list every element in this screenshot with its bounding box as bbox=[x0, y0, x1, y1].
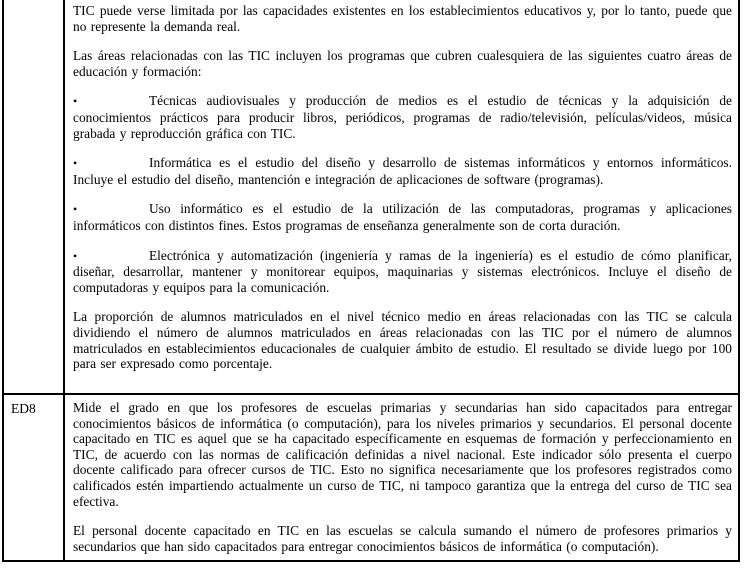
table-row-ed8 bbox=[4, 393, 738, 560]
paragraph-ed8-calculo: El personal docente capacitado en TIC en las escuelas se calcula sumando el número de profesores primarios y secundarios que han sido capacitados para entregar conocimientos básicos de informática (o computación). bbox=[73, 523, 732, 554]
bullet-text: Informática es el estudio del diseño y desarrollo de sistemas informáticos y entornos informáticos. Incluye el estudio del diseño, mantención e integración de aplicaciones de software (programas). bbox=[73, 155, 732, 187]
indicator-code-cell-empty bbox=[4, 0, 65, 393]
bullet-item-electronica-automatizacion bbox=[73, 248, 732, 296]
indicator-description-cell bbox=[65, 395, 738, 560]
bullet-icon: • bbox=[73, 94, 78, 109]
bullet-text: Electrónica y automatización (ingeniería y ramas de la ingeniería) es el estudio de cómo planificar, diseñar, desarrollar, mantener y monitorear equipos, maquinarias y sistemas electrónicos. Incluye el diseño de computadoras y equipos para la comunicación. bbox=[73, 247, 732, 295]
bullet-item-tecnicas-audiovisuales bbox=[73, 93, 732, 141]
indicator-description-cell bbox=[65, 0, 738, 393]
paragraph-calculo-proporcion: La proporción de alumnos matriculados en el nivel técnico medio en áreas relacionadas con las TIC se calcula dividiendo el número de alumnos matriculados en áreas relacionadas con las TIC por el número de alumnos matriculados en establecimientos educacionales de cualquier ámbito de estudio. El resultado se divide luego por 100 para ser expresado como porcentaje. bbox=[73, 309, 732, 372]
bullet-icon: • bbox=[73, 202, 78, 217]
bullet-icon: • bbox=[73, 156, 78, 171]
bullet-icon: • bbox=[73, 248, 78, 263]
bullet-item-informatica bbox=[73, 155, 732, 187]
paragraph-areas-tic-intro: Las áreas relacionadas con las TIC incluyen los programas que cubren cualesquiera de las siguientes cuatro áreas de educación y formación: bbox=[73, 48, 732, 79]
bullet-item-uso-informatico bbox=[73, 201, 732, 233]
bullet-text: Técnicas audiovisuales y producción de medios es el estudio de técnicas y la adquisición de conocimientos prácticos para producir libros, periódicos, programas de radio/televisión, películas/videos, música grabada y reproducción gráfica con TIC. bbox=[73, 93, 732, 141]
indicator-definitions-table bbox=[2, 0, 740, 562]
indicator-code-cell bbox=[4, 395, 65, 560]
bullet-text: Uso informático es el estudio de la utilización de las computadoras, programas y aplicaciones informáticos con distintos fines. Estos programas de enseñanza generalmente son de corta duración. bbox=[73, 201, 732, 233]
table-row-continuation bbox=[4, 0, 738, 393]
indicator-code-label: ED8 bbox=[11, 401, 36, 416]
paragraph-tic-demanda: TIC puede verse limitada por las capacidades existentes en los establecimientos educativos y, por lo tanto, puede que no represente la demanda real. bbox=[73, 3, 732, 34]
paragraph-ed8-definicion: Mide el grado en que los profesores de escuelas primarias y secundarias han sido capacitados para entregar conocimientos básicos de informática (o computación), para los niveles primarios y secundarios. El personal docente capacitado en TIC es aquel que se ha capacitado específicamente en esquemas de formación y perfeccionamiento en TIC, de acuerdo con las normas de calificación definidas a nivel nacional. Este indicador sólo presenta el cuerpo docente calificado para ofrecer cursos de TIC. Esto no significa necesariamente que los profesores registrados como calificados estén impartiendo actualmente un curso de TIC, ni tampoco garantiza que la entrega del curso de TIC sea efectiva. bbox=[73, 400, 732, 509]
